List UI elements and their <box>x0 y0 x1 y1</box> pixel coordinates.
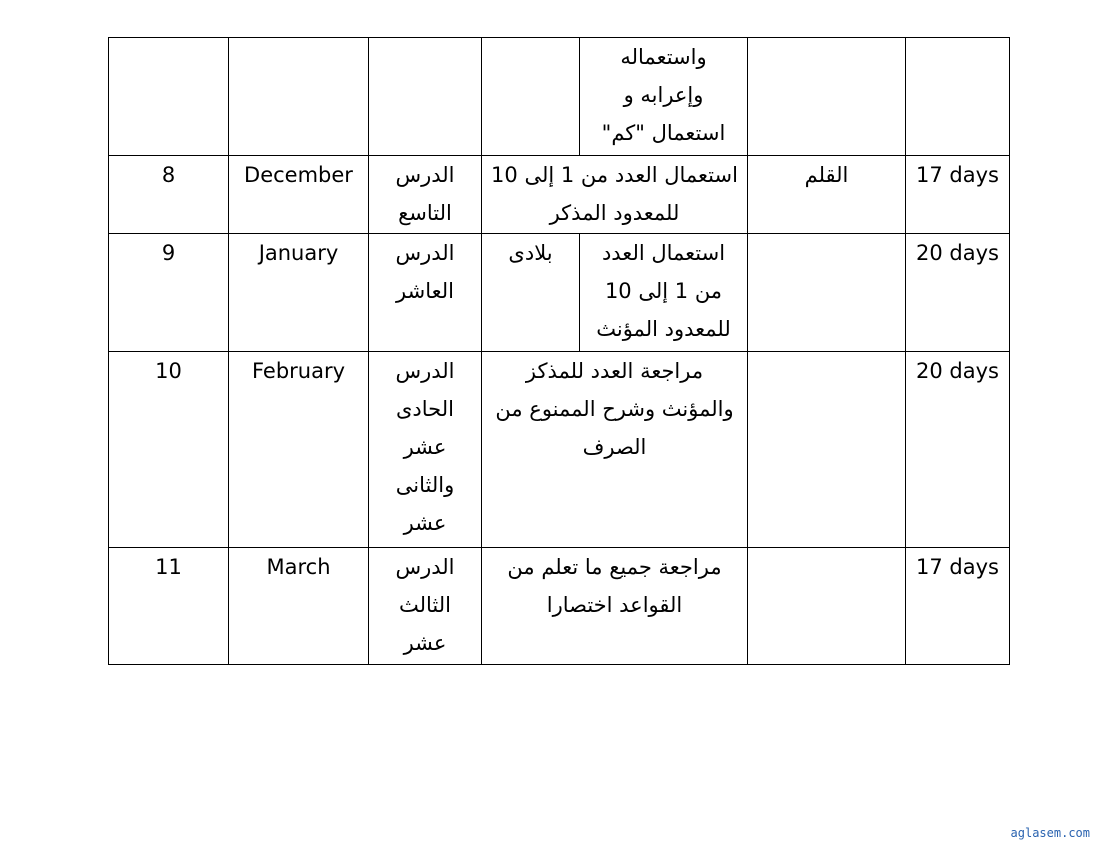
month-name-cell: March <box>229 548 369 665</box>
topic-cell <box>482 548 748 665</box>
topic-cell-line: استعمال العدد من 1 إلى 10 <box>491 163 738 187</box>
reading-cell <box>748 234 906 352</box>
reading-cell: القلم <box>748 156 906 234</box>
topic-cell-line: استعمال العدد <box>601 241 726 265</box>
lesson-cell <box>369 352 482 548</box>
topic-cell-line: وإعرابه و <box>623 83 704 107</box>
topic-extra-cell <box>482 234 580 352</box>
lesson-cell-line: العاشر <box>396 279 454 303</box>
topic-cell-line: والمؤنث وشرح الممنوع من <box>495 397 734 421</box>
lesson-cell <box>369 548 482 665</box>
month-number-cell: 8 <box>109 156 229 234</box>
topic-cell-line: مراجعة جميع ما تعلم من <box>507 555 722 579</box>
table-row <box>109 38 1010 156</box>
month-name-cell: January <box>229 234 369 352</box>
month-number-cell: 10 <box>109 352 229 548</box>
reading-cell <box>748 548 906 665</box>
topic-extra-cell <box>482 38 580 156</box>
duration-cell <box>906 38 1010 156</box>
month-name-cell: February <box>229 352 369 548</box>
topic-cell <box>580 38 748 156</box>
lesson-cell-line: الدرس <box>395 241 455 265</box>
duration-cell: 17 days <box>906 156 1010 234</box>
month-number-cell: 11 <box>109 548 229 665</box>
watermark: aglasem.com <box>1010 826 1090 840</box>
topic-cell-line: من 1 إلى 10 <box>604 279 723 303</box>
month-name-cell: December <box>229 156 369 234</box>
topic-cell-line: استعمال "كم" <box>601 121 726 145</box>
table-row <box>109 234 1010 352</box>
topic-cell <box>482 352 748 548</box>
table-row <box>109 352 1010 548</box>
topic-cell-line: الصرف <box>582 435 647 459</box>
topic-cell-line: مراجعة العدد للمذكز <box>525 359 704 383</box>
lesson-cell-line: التاسع <box>398 201 452 225</box>
lesson-cell <box>369 156 482 234</box>
duration-cell: 20 days <box>906 352 1010 548</box>
month-number-cell <box>109 38 229 156</box>
lesson-cell <box>369 234 482 352</box>
lesson-cell-line: عشر <box>403 631 447 655</box>
table-row <box>109 156 1010 234</box>
topic-extra-cell-line: بلادى <box>508 241 553 265</box>
lesson-cell-line: والثانى <box>395 473 455 497</box>
topic-cell-line: واستعماله <box>620 45 707 69</box>
topic-cell-line: القواعد اختصارا <box>546 593 683 617</box>
topic-cell-line: للمعدود المذكر <box>549 201 680 225</box>
reading-cell <box>748 38 906 156</box>
lesson-cell-line: الحادى <box>396 397 454 421</box>
lesson-cell-line: الدرس <box>395 555 455 579</box>
month-number-cell: 9 <box>109 234 229 352</box>
month-name-cell <box>229 38 369 156</box>
topic-cell-line: للمعدود المؤنث <box>596 317 731 341</box>
duration-cell: 17 days <box>906 548 1010 665</box>
topic-cell <box>482 156 748 234</box>
table-row <box>109 548 1010 665</box>
table-body <box>109 38 1010 665</box>
lesson-cell-line: الدرس <box>395 359 455 383</box>
reading-cell <box>748 352 906 548</box>
schedule-table <box>108 37 1010 665</box>
topic-cell <box>580 234 748 352</box>
lesson-cell <box>369 38 482 156</box>
lesson-cell-line: عشر <box>403 435 447 459</box>
lesson-cell-line: عشر <box>403 511 447 535</box>
lesson-cell-line: الثالث <box>399 593 451 617</box>
lesson-cell-line: الدرس <box>395 163 455 187</box>
duration-cell: 20 days <box>906 234 1010 352</box>
